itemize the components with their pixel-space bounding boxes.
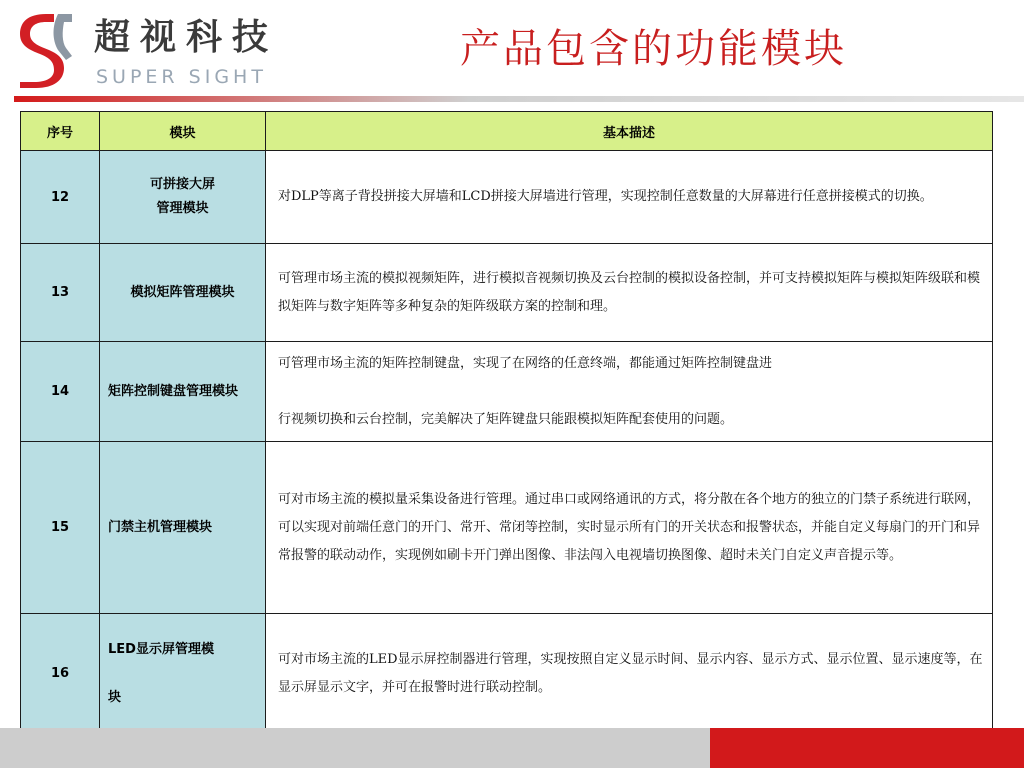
module-table [20,111,993,734]
row-module: 可拼接大屏 管理模块 [100,151,266,244]
row-desc: 可对市场主流的模拟量采集设备进行管理。通过串口或网络通讯的方式，将分散在各个地方的独立的门禁子系统进行联网，可以实现对前端任意门的开门、常开、常闭等控制，实时显示所有门的开关状态和报警状态，并能自定义每扇门的开门和异常报警的联动动作，实现例如刷卡开门弹出图像、非法闯入电视墙切换图像、超时未关门自定义声音提示等。 [266,442,993,614]
brand-name-cn: 超视科技 [94,17,279,58]
row-module: 模拟矩阵管理模块 [100,244,266,342]
row-no: 13 [21,244,100,342]
table-row [21,244,993,342]
table-row [21,614,993,734]
row-module: 矩阵控制键盘管理模块 [100,342,266,442]
row-no: 14 [21,342,100,442]
row-no: 15 [21,442,100,614]
header-divider [14,96,1024,102]
row-module: LED显示屏管理模 块 [100,614,266,734]
table-row [21,151,993,244]
row-no: 16 [21,614,100,734]
header-desc: 基本描述 [266,112,993,151]
table-header-row [21,112,993,151]
row-desc: 可管理市场主流的模拟视频矩阵，进行模拟音视频切换及云台控制的模拟设备控制，并可支持模拟矩阵与模拟矩阵级联和模拟矩阵与数字矩阵等多种复杂的矩阵级联方案的控制和理。 [266,244,993,342]
header-no: 序号 [21,112,100,151]
table-row [21,342,993,442]
footer-bar-grey [0,728,710,768]
row-desc: 可管理市场主流的矩阵控制键盘，实现了在网络的任意终端，都能通过矩阵控制键盘进 行视频切换和云台控制，完美解决了矩阵键盘只能跟模拟矩阵配套使用的问题。 [266,342,993,442]
header-module: 模块 [100,112,266,151]
page-title: 产品包含的功能模块 [460,26,847,72]
super-sight-logo-icon [14,8,74,90]
footer-bar-red [710,728,1024,768]
table-row [21,442,993,614]
row-desc: 可对市场主流的LED显示屏控制器进行管理，实现按照自定义显示时间、显示内容、显示方式、显示位置、显示速度等，在显示屏显示文字，并可在报警时进行联动控制。 [266,614,993,734]
row-desc: 对DLP等离子背投拼接大屏墙和LCD拼接大屏墙进行管理，实现控制任意数量的大屏幕进行任意拼接模式的切换。 [266,151,993,244]
module-table-container [20,111,992,734]
row-module: 门禁主机管理模块 [100,442,266,614]
row-no: 12 [21,151,100,244]
brand-name-en: SUPER SIGHT [96,66,267,88]
